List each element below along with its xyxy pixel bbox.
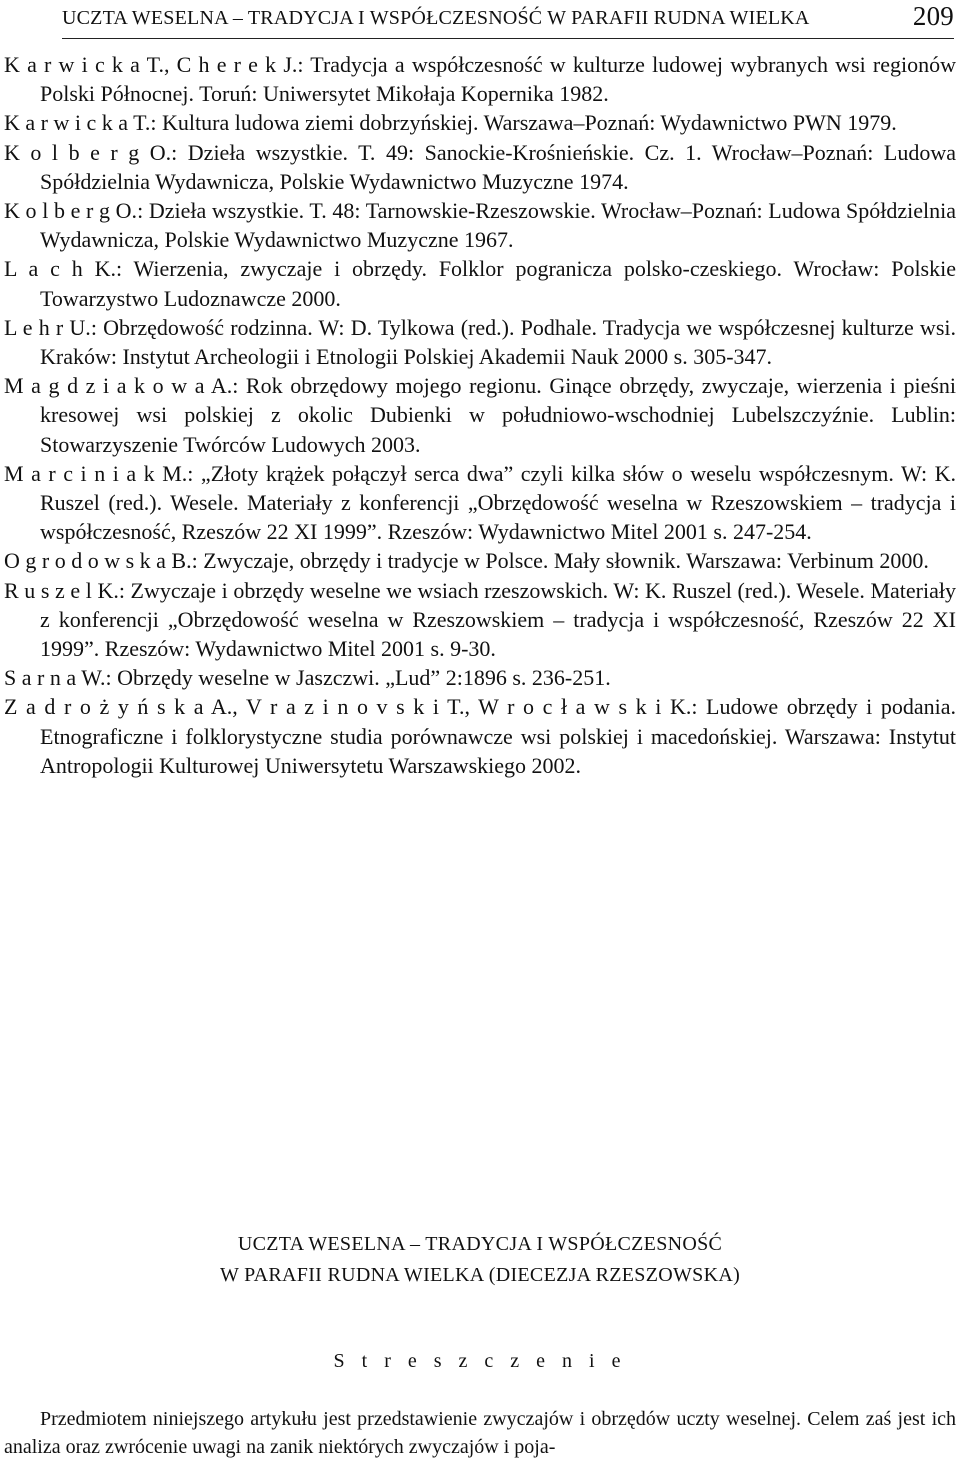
bibliography-entry: [4, 313, 956, 371]
bibliography-entry: [4, 138, 956, 196]
entry-author: L a c h K.: [4, 256, 116, 282]
entry-author: M a r c i n i a k M.: [4, 460, 188, 486]
bibliography-entry: [4, 692, 956, 780]
entry-text: : „Złoty krążek połączył serca dwa” czyli kilka słów o weselu współczesnym. W: K. Ruszel (red.). Wesele. Materiały z konferencji „Obrzędowość weselna w Rzeszowskiem – tradycja i współczesność, Rzeszów 22 XI 1999”. Rzeszów: Wydawnictwo Mitel 2001 s. 247-254.: [40, 460, 956, 545]
entry-text: : Rok obrzędowy mojego regionu. Ginące obrzędy, zwyczaje, wierzenia i pieśni kresowej wsi polskiej z okolic Dubienki w południowo-wschodniej Lubelszczyźnie. Lublin: Stowarzyszenie Twórców Ludowych 2003.: [40, 373, 957, 457]
entry-text: : Wierzenia, zwyczaje i obrzędy. Folklor pogranicza polsko-czeskiego. Wrocław: Polskie Towarzystwo Ludoznawcze 2000.: [40, 256, 956, 311]
entry-text: : Obrzędowość rodzinna. W: D. Tylkowa (red.). Podhale. Tradycja we współczesnej kulturze wsi. Kraków: Instytut Archeologii i Etnologii Polskiej Akademii Nauk 2000 s. 305-347.: [40, 314, 956, 370]
bibliography-list: [4, 50, 956, 780]
entry-text: : Ludowe obrzędy i podania. Etnograficzne i folklorystyczne studia porównawcze wsi polskiej i macedońskiej. Warszawa: Instytut Antropologii Kulturowej Uniwersytetu Warszawskiego 2002.: [40, 694, 957, 778]
bibliography-entry: [4, 576, 956, 664]
summary-heading: S t r e s z c z e n i e: [333, 1350, 627, 1372]
entry-text: : Dzieła wszystkie. T. 49: Sanockie-Krośnieńskie. Cz. 1. Wrocław–Poznań: Ludowa Spółdzielnia Wydawnicza, Polskie Wydawnictwo Muzyczne 1974.: [40, 139, 956, 194]
entry-author: K o l b e r g O.: [4, 139, 172, 165]
entry-text: : Dzieła wszystkie. T. 48: Tarnowskie-Rzeszowskie. Wrocław–Poznań: Ludowa Spółdzielnia Wydawnicza, Polskie Wydawnictwo Muzyczne 1967.: [40, 198, 956, 253]
bibliography-entry: [4, 546, 956, 575]
entry-text: : Zwyczaje i obrzędy weselne we wsiach rzeszowskich. W: K. Ruszel (red.). Wesele. Materiały z konferencji „Obrzędowość weselna w Rzeszowskiem – tradycja i współczesność, Rzeszów 22 XI 1999”. Rzeszów: Wydawnictwo Mitel 2001 s. 9-30.: [40, 577, 956, 662]
entry-author: S a r n a W.: [4, 665, 106, 691]
entry-author: L e h r U.: [4, 314, 91, 340]
bibliography-entry: [4, 371, 956, 459]
running-header-title: UCZTA WESELNA – TRADYCJA I WSPÓŁCZESNOŚĆ W PARAFII RUDNA WIELKA: [62, 7, 810, 29]
bibliography-entry: [4, 459, 956, 547]
entry-text: : Zwyczaje, obrzędy i tradycje w Polsce. Mały słownik. Warszawa: Verbinum 2000.: [191, 548, 929, 574]
summary-title-line-1: UCZTA WESELNA – TRADYCJA I WSPÓŁCZESNOŚĆ: [237, 1233, 723, 1255]
entry-author: K a r w i c k a T.: [4, 110, 151, 136]
entry-author: O g r o d o w s k a B.: [4, 548, 192, 574]
page-number: 209: [912, 1, 954, 31]
entry-author: R u s z e l K.: [4, 577, 119, 603]
entry-author: M a g d z i a k o w a A.: [4, 373, 233, 399]
entry-text: : Kultura ludowa ziemi dobrzyńskiej. Warszawa–Poznań: Wydawnictwo PWN 1979.: [150, 110, 897, 136]
bibliography-entry: [4, 254, 956, 312]
entry-text: : Obrzędy weselne w Jaszczwi. „Lud” 2:1896 s. 236-251.: [105, 665, 611, 691]
entry-author: K a r w i c k a T., C h e r e k J.: [4, 52, 298, 77]
bibliography-entry: [4, 108, 956, 137]
summary-paragraph: Przedmiotem niniejszego artykułu jest przedstawienie zwyczajów i obrzędów uczty weselnej. Celem zaś jest ich analiza oraz zwrócenie uwagi na zanik niektórych zwyczajów i poja-: [4, 1408, 956, 1458]
running-header: [62, 1, 954, 39]
summary-title-line-2: W PARAFII RUDNA WIELKA (DIECEZJA RZESZOWSKA): [219, 1264, 741, 1286]
entry-text: : Tradycja a współczesność w kulturze ludowej wybranych wsi regionów Polski Północnej. Toruń: Uniwersytet Mikołaja Kopernika 1982.: [40, 52, 956, 107]
bibliography-entry: [4, 50, 956, 108]
bibliography-entry: [4, 663, 956, 692]
entry-author: K o l b e r g O.: [4, 198, 138, 224]
entry-author: Z a d r o ż y ń s k a A., V r a z i n o v s k i T., W r o c ł a w s k i K.: [4, 694, 692, 720]
bibliography-entry: [4, 196, 956, 254]
